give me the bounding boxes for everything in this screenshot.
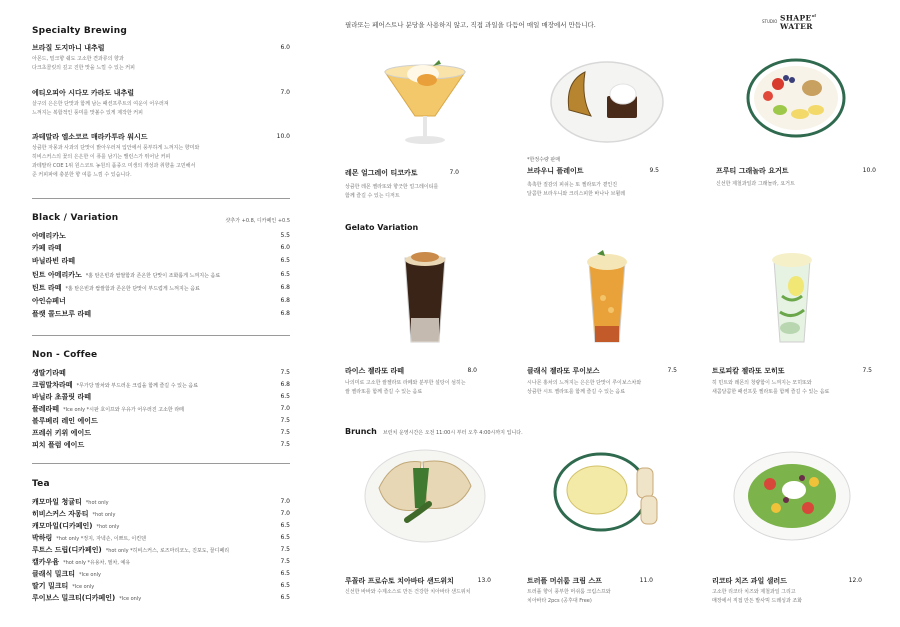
- menu-item: [32, 368, 290, 379]
- item-price: 6.0: [280, 44, 290, 51]
- menu-item: [32, 497, 290, 508]
- black-title: Black / Variation: [32, 213, 119, 223]
- item-name: 트러플 머쉬룸 크림 스프: [527, 577, 602, 585]
- menu-item: [32, 581, 290, 592]
- item-name: 틴트 아메리카노 *홈 탄은빈과 쌉쌀함과 존온한 단맛이 조화롭게 느껴지는 음료: [32, 271, 221, 279]
- brand-small: STUDIO: [762, 19, 778, 24]
- item-price: 7.5: [280, 417, 290, 424]
- item-price: 7.0: [280, 89, 290, 96]
- item-name: 바닐라빈 라떼: [32, 257, 76, 265]
- item-name: 카페 라떼: [32, 244, 62, 252]
- item-note: *Ice only: [119, 596, 142, 602]
- item-name: 크림말차라떼 *무가당 말차와 부드러운 크림을 함께 즐길 수 있는 음료: [32, 381, 199, 389]
- item-price: 10.0: [276, 133, 290, 140]
- item-name: 캐모마일 청귤티 *hot only: [32, 498, 109, 506]
- menu-item: [32, 380, 290, 391]
- menu-item: [32, 43, 290, 54]
- item-name: 에티오피아 시다모 카라도 내추럴: [32, 89, 134, 97]
- item-name: 딸기 밀크티 *Ice only: [32, 582, 95, 590]
- item-name: 클래식 밀크티 *Ice only: [32, 570, 101, 578]
- item-price: 8.0: [467, 367, 477, 374]
- brunch-note: 브런치 운영시간은 오전 11:00시 부터 오후 4:00시까지 입니다.: [382, 430, 523, 436]
- item-note: *Ice only: [72, 584, 95, 590]
- item-desc: 상큼한 레몬 젤라또와 향긋한 얼그레이티를 함께 즐길 수 있는 디저트: [345, 184, 439, 199]
- menu-item: [32, 132, 290, 143]
- item-name: 피치 플럼 에이드: [32, 441, 85, 449]
- item-desc: 고소한 리코타 치즈와 제철과일 그리고 매장에서 직접 만든 발사믹 드레싱과 조화: [712, 589, 803, 604]
- item-price: 13.0: [477, 577, 491, 584]
- menu-item: [32, 270, 290, 281]
- granola-photo: [734, 58, 858, 158]
- item-name: 리코타 치즈 과일 샐러드: [712, 577, 787, 585]
- item-price: 6.5: [280, 594, 290, 601]
- item-price: 7.0: [280, 405, 290, 412]
- salad-photo: [730, 448, 854, 548]
- item-price: 6.5: [280, 534, 290, 541]
- menu-item: [32, 545, 290, 556]
- item-note: *한정수량 판매: [527, 157, 561, 163]
- item-name: 캘카우윰 *hot only *유용차, 필차, 예유: [32, 558, 131, 566]
- item-price: 7.5: [280, 558, 290, 565]
- item-note: *hot only: [85, 500, 109, 506]
- item-name: 캐모마일(디카페인) *hot only: [32, 522, 120, 530]
- specialty-title: Specialty Brewing: [32, 26, 127, 36]
- item-note: *홈 탄은빈과 쌉쌀함과 존온한 단맛이 부드럽게 느껴지는 음료: [65, 286, 200, 292]
- item-price: 10.0: [862, 167, 876, 174]
- item-price: 5.5: [280, 232, 290, 239]
- item-desc: 상큼한 자몽과 사과의 단맛이 밝아우러져 입안에서 풍부하게 느껴지는 향미와 히비스커스의 꽃의 은은한 이 퓨를 남기는 밸런스가 뛰어난 커피 과테말라 COE 1위 원스코트 농원의 품종으 미생의 개성과 취향을 고민해서 준 커피파에 충분한 향 여름 느낌 수 있습니다.: [32, 145, 200, 178]
- item-note: *hot only: [96, 524, 120, 530]
- item-price: 6.0: [280, 244, 290, 251]
- item-name: 과테말라 엘소코르 매라카투라 워시드: [32, 133, 148, 141]
- item-note: *hot only *히비스커스, 로즈마리코노, 진포도, 꿀디페리: [105, 548, 230, 554]
- item-name: 루꼴라 프로슈토 치아바타 샌드위치: [345, 577, 454, 585]
- item-name: 생딸기라떼: [32, 369, 66, 377]
- item-name: 블루베리 레인 에이드: [32, 417, 98, 425]
- item-price: 9.5: [649, 167, 659, 174]
- menu-item: [32, 593, 290, 604]
- item-price: 7.0: [449, 169, 459, 176]
- item-price: 6.8: [280, 284, 290, 291]
- menu-item: [32, 533, 290, 544]
- item-price: 7.5: [280, 441, 290, 448]
- item-price: 7.5: [667, 367, 677, 374]
- affogato-photo: [363, 58, 487, 158]
- item-desc: 촉촉한 질감의 피쉬는 또 젤라또가 곁인진 달콤한 브라우니와 크리스피한 바나나 브륄레: [527, 182, 626, 197]
- brunch-title: Brunch 브런치 운영시간은 오전 11:00시 부터 오후 4:00시까지 입니다.: [345, 427, 523, 436]
- menu-item: [32, 557, 290, 568]
- menu-item: [32, 296, 290, 307]
- item-price: 6.5: [280, 393, 290, 400]
- menu-item: [32, 283, 290, 294]
- divider: [32, 198, 290, 199]
- item-name: 아메리카노: [32, 232, 66, 240]
- item-price: 7.5: [280, 369, 290, 376]
- menu-item: [32, 521, 290, 532]
- header-notice: 필라또는 페어스트나 분당을 사용하지 않고, 직접 과일을 다듬어 매일 매장에서 만듭니다.: [345, 21, 596, 29]
- item-name: 브라우니 플레이트: [527, 167, 584, 175]
- item-name: 루이보스 밀크티(디카페인) *Ice only: [32, 594, 142, 602]
- item-name: 플랫 콜드브루 라떼: [32, 310, 91, 318]
- item-price: 7.0: [280, 510, 290, 517]
- item-price: 11.0: [639, 577, 653, 584]
- item-note: *hot only *정지, 자넥손, 이쁘트, 이킨덴: [56, 536, 146, 542]
- menu-item: [32, 569, 290, 580]
- item-desc: 시나몬 홍차의 느껴지는 은은한 단맛이 루이보스차와 상큼한 시트 젤라또를 함께 즐길 수 있는 음료: [527, 380, 642, 395]
- item-name: 레몬 얼그레이 티코카토: [345, 169, 418, 177]
- item-name: 브라질 도지마니 내추럴: [32, 44, 105, 52]
- black-note: 샷추가 +0.8, 디카페인 +0.5: [225, 218, 290, 224]
- item-name: 라이스 젤라또 라떼: [345, 367, 404, 375]
- item-desc: 아몬드, 밀크향 쉐도 고소한 견과류의 향과 다크초콜릿의 깊고 진한 맛을 느낄 수 있는 커피: [32, 56, 135, 71]
- brand-logo: $SHAPE^{of}$ WATER: [780, 13, 817, 31]
- item-price: 6.5: [280, 257, 290, 264]
- divider: [32, 335, 290, 336]
- item-name: 프루티 그래놀라 요거트: [716, 167, 789, 175]
- item-desc: 나의미로 고소한 쌀젤라또 라떼와 분부한 설탕이 섬히는 쌀 젤라또를 함께 즐길 수 있는 음료: [345, 380, 466, 395]
- rice-latte-photo: [363, 248, 487, 348]
- menu-item: [32, 88, 290, 99]
- item-price: 6.5: [280, 570, 290, 577]
- menu-item: [32, 256, 290, 267]
- gelato-title: Gelato Variation: [345, 223, 419, 232]
- item-price: 6.5: [280, 582, 290, 589]
- menu-item: [32, 440, 290, 451]
- item-price: 6.5: [280, 522, 290, 529]
- item-name: 루트스 드립(디카페인) *hot only *히비스커스, 로즈마리코노, 진포도, 꿀디페리: [32, 546, 230, 554]
- menu-item: [32, 243, 290, 254]
- item-desc: 신선한 제철과일과 그래놀라, 요거트: [716, 181, 795, 187]
- item-price: 7.5: [280, 546, 290, 553]
- item-name: 플레라떼 *Ice only *시판 호이프와 우유가 어우러진 고소한 라떼: [32, 405, 185, 413]
- sandwich-photo: [363, 448, 487, 548]
- item-desc: 살구의 은은한 단맛과 함께 남는 패션프루트의 여운이 어우러져 느껴지는 복합적인 풍미를 맛볼수 있게 제작한 커피: [32, 101, 169, 116]
- item-note: *홈 탄은빈과 쌉쌀함과 존온한 단맛이 조화롭게 느껴지는 음료: [85, 273, 221, 279]
- menu-item: [32, 509, 290, 520]
- tea-title: Tea: [32, 479, 50, 489]
- item-note: *무가당 말차와 부드러운 크림을 함께 즐길 수 있는 음료: [76, 383, 199, 389]
- item-name: 박하링 *hot only *정지, 자넥손, 이쁘트, 이킨덴: [32, 534, 146, 542]
- rooibos-photo: [545, 248, 669, 348]
- item-desc: 트러플 향이 풍부한 머쉬룸 크림스프와 치아바타 2pcs (공후대 Free): [527, 589, 611, 604]
- item-price: 6.5: [280, 271, 290, 278]
- item-desc: 히 민트와 레몬의 청량함이 느껴지는 모히또와 새콤달콤한 패션프룻 젤라또를 함께 즐길 수 있는 음료: [712, 380, 830, 395]
- item-note: *Ice only *시판 호이프와 우유가 어우러진 고소한 라떼: [63, 407, 185, 413]
- item-note: *hot only *유용차, 필차, 예유: [63, 560, 131, 566]
- item-name: 아인슈페너: [32, 297, 66, 305]
- item-price: 6.8: [280, 310, 290, 317]
- item-price: 7.5: [280, 429, 290, 436]
- drink-menu-column: [32, 0, 290, 627]
- item-name: 트로피칼 젤라또 모히또: [712, 367, 785, 375]
- menu-item: [32, 404, 290, 415]
- item-price: 6.8: [280, 297, 290, 304]
- menu-item: [32, 416, 290, 427]
- item-name: 히비스커스 자몽티 *hot only: [32, 510, 116, 518]
- menu-item: [32, 231, 290, 242]
- item-price: 12.0: [848, 577, 862, 584]
- brownie-photo: [545, 58, 669, 158]
- menu-item: [32, 309, 290, 320]
- item-name: 클래식 젤라또 루이보스: [527, 367, 600, 375]
- mojito-photo: [730, 248, 854, 348]
- item-price: 6.8: [280, 381, 290, 388]
- item-price: 7.0: [280, 498, 290, 505]
- item-desc: 신선한 바바와 수제소스로 만든 건강한 치아바타 샌드위치: [345, 589, 471, 595]
- item-name: 프레쉬 키위 에이드: [32, 429, 91, 437]
- noncoffee-title: Non - Coffee: [32, 350, 98, 360]
- divider: [32, 463, 290, 464]
- item-note: *hot only: [92, 512, 116, 518]
- item-note: *Ice only: [79, 572, 101, 578]
- menu-item: [32, 392, 290, 403]
- item-price: 7.5: [862, 367, 872, 374]
- item-name: 틴트 라떼 *홈 탄은빈과 쌉쌀함과 존온한 단맛이 부드럽게 느껴지는 음료: [32, 284, 200, 292]
- soup-photo: [545, 448, 669, 548]
- menu-item: [32, 428, 290, 439]
- item-name: 바닐라 초콜릿 라떼: [32, 393, 91, 401]
